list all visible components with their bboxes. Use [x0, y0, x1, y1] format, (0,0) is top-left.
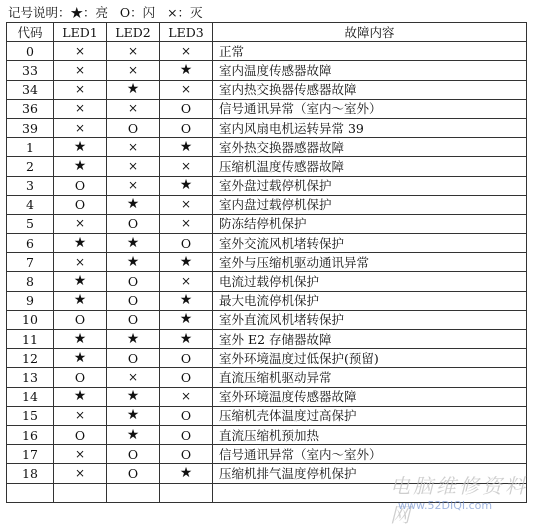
code-cell: 2 — [7, 157, 54, 176]
code-cell: 0 — [7, 42, 54, 61]
led1-cell: ★ — [54, 234, 107, 253]
table-row — [7, 80, 527, 99]
fault-description-cell: 电流过载停机保护 — [213, 272, 527, 291]
led2-cell: O — [107, 118, 160, 137]
fault-description-cell: 直流压缩机预加热 — [213, 425, 527, 444]
code-cell: 4 — [7, 195, 54, 214]
led1-cell — [54, 483, 107, 502]
code-cell: 33 — [7, 61, 54, 80]
table-row — [7, 42, 527, 61]
led3-cell — [160, 483, 213, 502]
led1-cell: O — [54, 176, 107, 195]
led2-cell: ★ — [107, 234, 160, 253]
table-row — [7, 157, 527, 176]
code-cell: 36 — [7, 99, 54, 118]
led3-cell: × — [160, 42, 213, 61]
led1-cell: O — [54, 368, 107, 387]
table-row — [7, 253, 527, 272]
led1-cell: × — [54, 61, 107, 80]
table-row — [7, 272, 527, 291]
watermark-text: 电脑维修资料网 — [390, 474, 528, 527]
table-row — [7, 234, 527, 253]
led3-cell: ★ — [160, 61, 213, 80]
led2-cell: O — [107, 291, 160, 310]
code-cell: 13 — [7, 368, 54, 387]
led2-cell: × — [107, 61, 160, 80]
table-header-row — [7, 23, 527, 42]
led1-cell: O — [54, 310, 107, 329]
header-code: 代码 — [7, 23, 54, 42]
led1-cell: × — [54, 464, 107, 483]
fault-description-cell: 室外盘过载停机保护 — [213, 176, 527, 195]
led3-cell: O — [160, 406, 213, 425]
fault-description-cell: 正常 — [213, 42, 527, 61]
fault-description-cell: 室外热交换器感器故障 — [213, 138, 527, 157]
header-fault-content: 故障内容 — [213, 23, 527, 42]
led1-cell: ★ — [54, 291, 107, 310]
code-cell: 15 — [7, 406, 54, 425]
led3-cell: ★ — [160, 310, 213, 329]
led2-cell: O — [107, 272, 160, 291]
led3-cell: ★ — [160, 138, 213, 157]
fault-description-cell: 室外直流风机堵转保护 — [213, 310, 527, 329]
table-row — [7, 387, 527, 406]
fault-description-cell: 室外 E2 存储器故障 — [213, 330, 527, 349]
led2-cell: ★ — [107, 253, 160, 272]
legend-text: 记号说明：★：亮 O：闪 ×：灭 — [8, 5, 203, 20]
fault-description-cell: 室外环境温度过低保护(预留) — [213, 349, 527, 368]
led2-cell: × — [107, 42, 160, 61]
led3-cell: O — [160, 445, 213, 464]
led1-cell: × — [54, 253, 107, 272]
fault-description-cell: 室外环境温度传感器故障 — [213, 387, 527, 406]
led1-cell: × — [54, 42, 107, 61]
code-cell: 39 — [7, 118, 54, 137]
led2-cell: ★ — [107, 406, 160, 425]
fault-description-cell: 压缩机排气温度停机保护 — [213, 464, 527, 483]
led3-cell: ★ — [160, 253, 213, 272]
led2-cell: × — [107, 99, 160, 118]
led2-cell: ★ — [107, 195, 160, 214]
fault-description-cell: 信号通讯异常（室内～室外） — [213, 99, 527, 118]
led3-cell: O — [160, 349, 213, 368]
table-row — [7, 349, 527, 368]
led3-cell: × — [160, 387, 213, 406]
code-cell: 9 — [7, 291, 54, 310]
led2-cell: ★ — [107, 330, 160, 349]
table-row — [7, 291, 527, 310]
led1-cell: × — [54, 406, 107, 425]
led2-cell: O — [107, 445, 160, 464]
led3-cell: × — [160, 157, 213, 176]
led1-cell: × — [54, 80, 107, 99]
fault-description-cell: 最大电流停机保护 — [213, 291, 527, 310]
led3-cell: × — [160, 195, 213, 214]
table-row — [7, 425, 527, 444]
table-row — [7, 176, 527, 195]
led2-cell: ★ — [107, 387, 160, 406]
code-cell: 3 — [7, 176, 54, 195]
led1-cell: ★ — [54, 330, 107, 349]
led1-cell: ★ — [54, 387, 107, 406]
led2-cell: O — [107, 310, 160, 329]
led1-cell: × — [54, 445, 107, 464]
code-cell: 14 — [7, 387, 54, 406]
led3-cell: O — [160, 234, 213, 253]
led3-cell: O — [160, 368, 213, 387]
fault-description-cell: 压缩机壳体温度过高保护 — [213, 406, 527, 425]
fault-description-cell: 室外与压缩机驱动通讯异常 — [213, 253, 527, 272]
code-cell: 5 — [7, 214, 54, 233]
led1-cell: × — [54, 118, 107, 137]
led1-cell: ★ — [54, 349, 107, 368]
led3-cell: ★ — [160, 291, 213, 310]
fault-description-cell: 室内盘过载停机保护 — [213, 195, 527, 214]
led2-cell: × — [107, 176, 160, 195]
code-cell: 18 — [7, 464, 54, 483]
table-row — [7, 61, 527, 80]
led3-cell: O — [160, 118, 213, 137]
led1-cell: ★ — [54, 138, 107, 157]
watermark-url: www.52DIQI.com — [398, 499, 493, 512]
led2-cell: × — [107, 368, 160, 387]
fault-description-cell: 信号通讯异常（室内～室外） — [213, 445, 527, 464]
fault-description-cell: 直流压缩机驱动异常 — [213, 368, 527, 387]
code-cell: 34 — [7, 80, 54, 99]
led1-cell: O — [54, 195, 107, 214]
table-row — [7, 330, 527, 349]
code-cell: 1 — [7, 138, 54, 157]
led1-cell: ★ — [54, 157, 107, 176]
header-led2: LED2 — [107, 23, 160, 42]
table-row — [7, 368, 527, 387]
code-cell — [7, 483, 54, 502]
led3-cell: O — [160, 99, 213, 118]
led3-cell: ★ — [160, 464, 213, 483]
led2-cell: × — [107, 138, 160, 157]
led3-cell: × — [160, 272, 213, 291]
code-cell: 8 — [7, 272, 54, 291]
table-row — [7, 310, 527, 329]
led3-cell: × — [160, 214, 213, 233]
fault-description-cell: 室内风扇电机运转异常 39 — [213, 118, 527, 137]
led2-cell: ★ — [107, 425, 160, 444]
led1-cell: O — [54, 425, 107, 444]
led3-cell: ★ — [160, 330, 213, 349]
code-cell: 11 — [7, 330, 54, 349]
fault-description-cell: 压缩机温度传感器故障 — [213, 157, 527, 176]
code-cell: 10 — [7, 310, 54, 329]
led2-cell — [107, 483, 160, 502]
led3-cell: O — [160, 425, 213, 444]
fault-description-cell: 室内热交换器传感器故障 — [213, 80, 527, 99]
led3-cell: × — [160, 80, 213, 99]
code-cell: 6 — [7, 234, 54, 253]
table-row — [7, 214, 527, 233]
led1-cell: × — [54, 214, 107, 233]
led1-cell: × — [54, 99, 107, 118]
table-row — [7, 118, 527, 137]
table-row — [7, 406, 527, 425]
fault-description-cell: 室内温度传感器故障 — [213, 61, 527, 80]
fault-code-table — [6, 22, 527, 503]
led2-cell: O — [107, 214, 160, 233]
code-cell: 12 — [7, 349, 54, 368]
fault-description-cell: 防冻结停机保护 — [213, 214, 527, 233]
led2-cell: ★ — [107, 80, 160, 99]
led2-cell: O — [107, 349, 160, 368]
table-row — [7, 138, 527, 157]
header-led3: LED3 — [160, 23, 213, 42]
code-cell: 7 — [7, 253, 54, 272]
led2-cell: O — [107, 464, 160, 483]
table-body — [7, 42, 527, 503]
table-row — [7, 445, 527, 464]
table-row — [7, 99, 527, 118]
code-cell: 17 — [7, 445, 54, 464]
led3-cell: ★ — [160, 176, 213, 195]
header-led1: LED1 — [54, 23, 107, 42]
led2-cell: × — [107, 157, 160, 176]
led1-cell: ★ — [54, 272, 107, 291]
fault-description-cell: 室外交流风机堵转保护 — [213, 234, 527, 253]
table-row — [7, 195, 527, 214]
code-cell: 16 — [7, 425, 54, 444]
